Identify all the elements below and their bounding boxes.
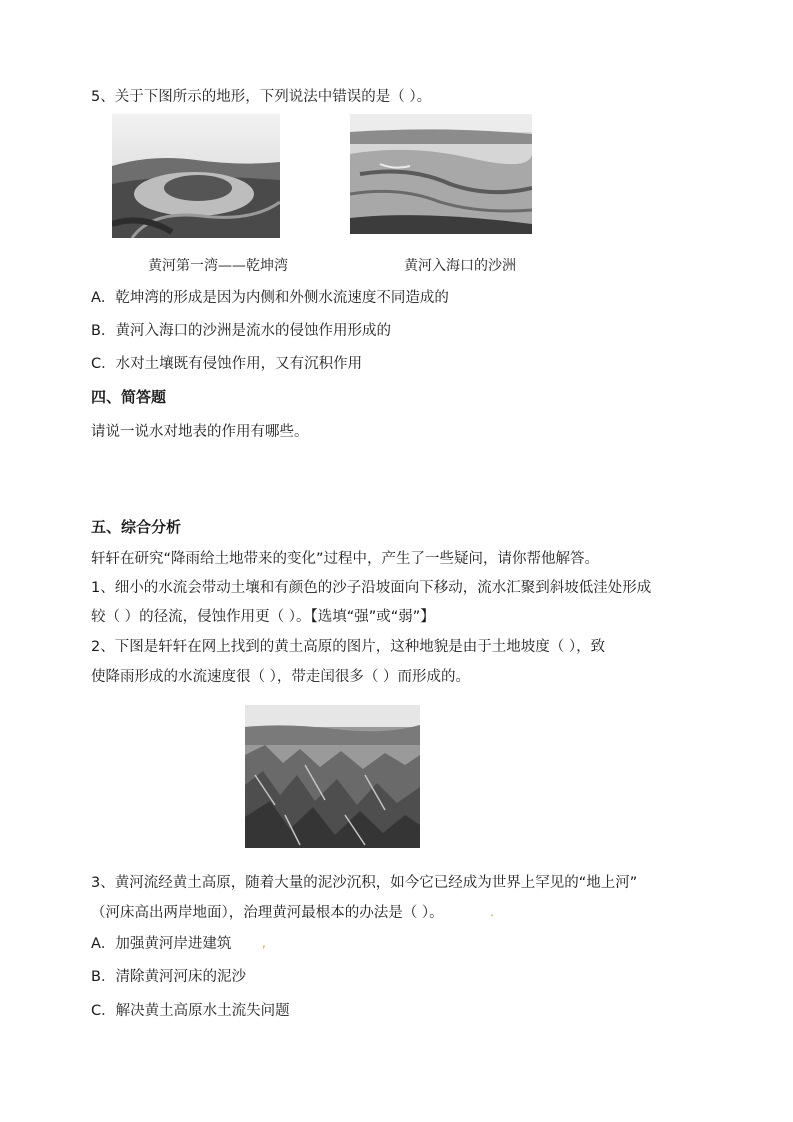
- caption-estuary-sandbar: 黄河入海口的沙洲: [404, 258, 516, 274]
- caption-qiankun-bay: 黄河第一湾——乾坤湾: [148, 258, 288, 274]
- q1-line2: 较（ ）的径流，侵蚀作用更（ ）。【选填“强”或“弱”】: [91, 609, 435, 625]
- q5-option-b[interactable]: B．黄河入海口的沙洲是流水的侵蚀作用形成的: [91, 323, 391, 339]
- q3-option-a[interactable]: A．加强黄河岸进建筑: [91, 936, 232, 952]
- loess-plateau-photo: [245, 705, 420, 848]
- section5-intro: 轩轩在研究“降雨给土地带来的变化”过程中，产生了一些疑问，请你帮他解答。: [91, 551, 600, 567]
- section4-heading: 四、简答题: [91, 388, 167, 406]
- q5-stem: 5、关于下图所示的地形，下列说法中错误的是（ ）。: [91, 89, 432, 105]
- q5-option-c[interactable]: C．水对土壤既有侵蚀作用，又有沉积作用: [91, 356, 363, 372]
- q3-option-c[interactable]: C．解决黄土高原水土流失问题: [91, 1003, 290, 1019]
- qiankun-bay-photo: [112, 114, 280, 238]
- q3-line2: （河床高出两岸地面），治理黄河最根本的办法是（ ）。: [91, 905, 444, 921]
- yellow-river-estuary-photo: [350, 114, 532, 234]
- stray-mark-dot: .: [490, 905, 494, 919]
- q3-line1: 3、黄河流经黄土高原，随着大量的泥沙沉积，如今它已经成为世界上罕见的“地上河”: [91, 875, 638, 891]
- section5-heading: 五、综合分析: [91, 518, 182, 536]
- q5-option-a[interactable]: A．乾坤湾的形成是因为内侧和外侧水流速度不同造成的: [91, 290, 449, 306]
- q1-line1: 1、细小的水流会带动土壤和有颜色的沙子沿坡面向下移动，流水汇聚到斜坡低洼处形成: [91, 580, 652, 596]
- q2-line1: 2、下图是轩轩在网上找到的黄土高原的图片，这种地貌是由于土地坡度（ ），致: [91, 639, 606, 655]
- section4-question: 请说一说水对地表的作用有哪些。: [91, 424, 309, 440]
- q2-line2: 使降雨形成的水流速度很（ ），带走闰很多（ ）而形成的。: [91, 669, 470, 685]
- q3-option-b[interactable]: B．清除黄河河床的泥沙: [91, 969, 246, 985]
- stray-mark-comma: ,: [262, 936, 266, 950]
